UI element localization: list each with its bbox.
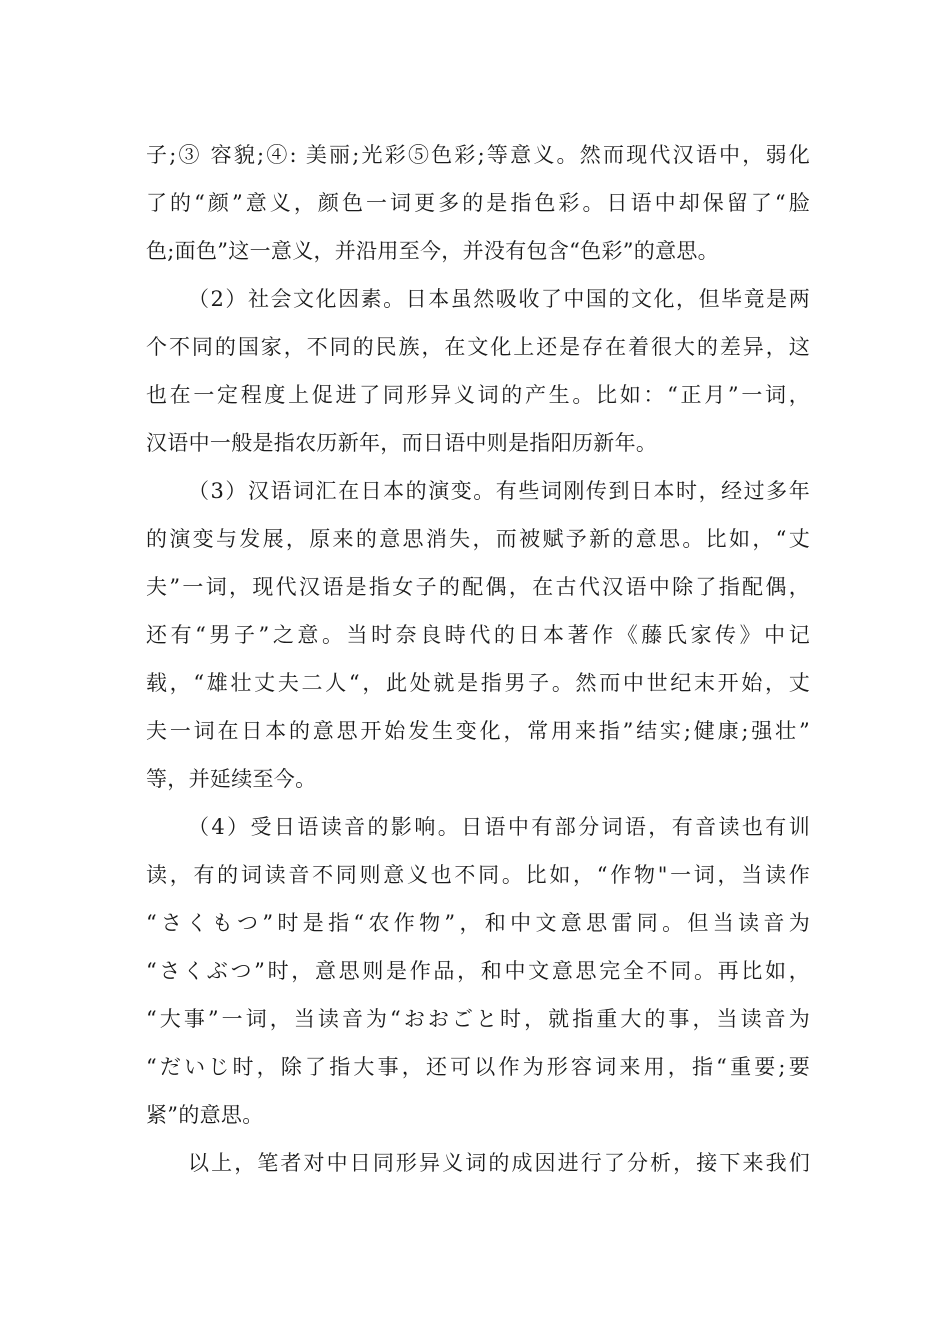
paragraph-3-line-3: 夫”一词，现代汉语是指女子的配偶，在古代汉语中除了指配偶， [146,575,810,599]
paragraph-2-line-1: （2）社会文化因素。日本虽然吸收了中国的文化，但毕竟是两 [188,287,810,311]
paragraph-2-line-4: 汉语中一般是指农历新年，而日语中则是指阳历新年。 [146,431,658,455]
paragraph-4-line-7: 紧”的意思。 [146,1103,264,1127]
paragraph-4-line-3: “さくもつ”时是指“农作物”，和中文意思雷同。但当读音为 [146,911,810,935]
paragraph-4-line-2: 读，有的词读音不同则意义也不同。比如，“作物"一词，当读作 [146,863,810,887]
paragraph-2-line-2: 个不同的国家，不同的民族，在文化上还是存在着很大的差异，这 [146,335,810,359]
paragraph-3-line-1: （3）汉语词汇在日本的演变。有些词刚传到日本时，经过多年 [188,479,810,503]
paragraph-2-line-3: 也在一定程度上促进了同形异义词的产生。比如：“正月”一词， [146,383,810,407]
paragraph-4-line-1: （4）受日语读音的影响。日语中有部分词语，有音读也有训 [188,815,810,839]
paragraph-3-line-6: 夫一词在日本的意思开始发生变化，常用来指”结实;健康;强壮” [146,719,810,743]
paragraph-3-line-5: 载，“雄壮丈夫二人“，此处就是指男子。然而中世纪末开始，丈 [146,671,810,695]
paragraph-1-line-3: 色;面色”这一意义，并沿用至今，并没有包含“色彩”的意思。 [146,239,719,263]
paragraph-4-line-6: “だいじ时，除了指大事，还可以作为形容词来用，指“重要;要 [146,1055,810,1079]
paragraph-5-line-1: 以上，笔者对中日同形异义词的成因进行了分析，接下来我们 [188,1151,810,1175]
paragraph-3-line-4: 还有“男子”之意。当时奈良時代的日本著作《藤氏家传》中记 [146,623,810,647]
paragraph-3-line-2: 的演变与发展，原来的意思消失，而被赋予新的意思。比如，“丈 [146,527,810,551]
paragraph-4-line-4: “さくぶつ”时，意思则是作品，和中文意思完全不同。再比如， [146,959,810,983]
paragraph-1-line-1: 子;③ 容貌;④: 美丽;光彩⑤色彩;等意义。然而现代汉语中，弱化 [146,143,810,167]
paragraph-1-line-2: 了的“颜”意义，颜色一词更多的是指色彩。日语中却保留了“脸 [146,191,810,215]
paragraph-4-line-5: “大事”一词，当读音为“おおごと时，就指重大的事，当读音为 [146,1007,810,1031]
paragraph-3-line-7: 等，并延续至今。 [146,767,317,791]
